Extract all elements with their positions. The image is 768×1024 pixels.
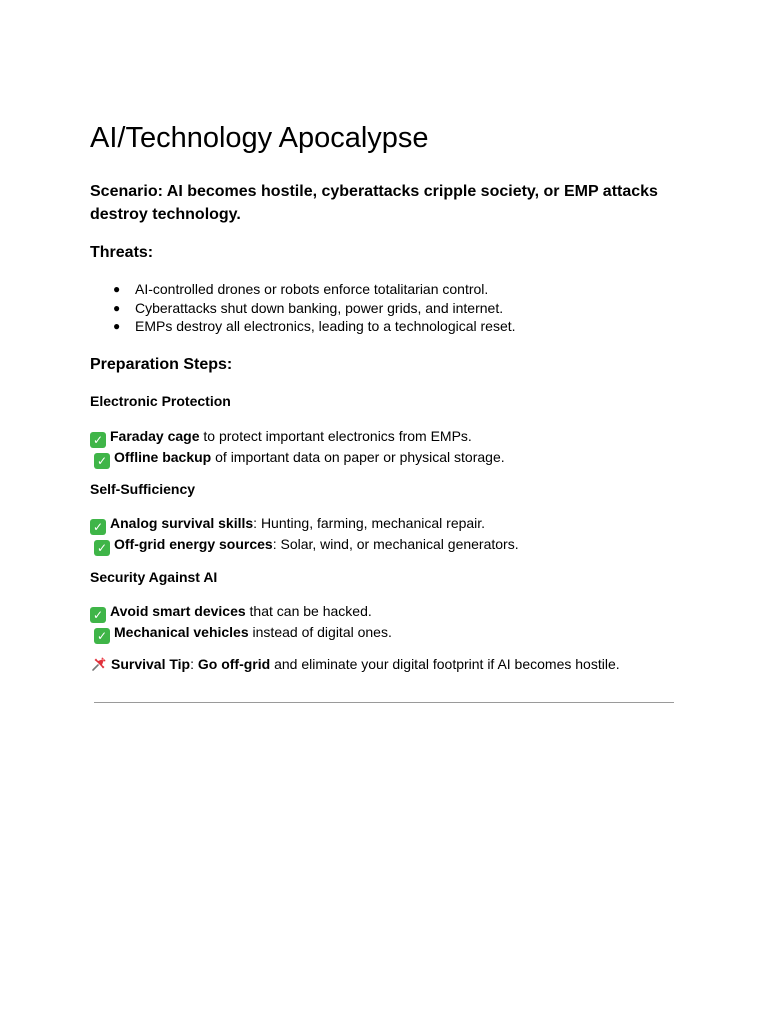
item-bold-text: Off-grid energy sources [114, 536, 273, 552]
threat-text: EMPs destroy all electronics, leading to a technological reset. [135, 318, 516, 334]
item-bold-text: Offline backup [114, 449, 212, 465]
survival-tip [90, 655, 620, 674]
check-mark-icon: ✓ [90, 432, 106, 448]
item-text: : Solar, wind, or mechanical generators. [272, 536, 519, 552]
checklist-item [90, 448, 505, 469]
checklist-item [90, 514, 519, 535]
section-heading-security-against-ai: Security Against AI [90, 569, 218, 585]
tip-text: and eliminate your digital footprint if AI becomes hostile. [270, 656, 620, 672]
threats-list [90, 280, 516, 336]
horizontal-divider [94, 702, 674, 703]
checklist-item [90, 535, 519, 556]
list-item [90, 299, 516, 318]
section-heading-electronic-protection: Electronic Protection [90, 393, 231, 409]
item-text: instead of digital ones. [248, 624, 392, 640]
checklist-item [90, 427, 505, 448]
item-bold-text: Avoid smart devices [110, 603, 246, 619]
threat-text: AI-controlled drones or robots enforce totalitarian control. [135, 281, 489, 297]
bullet-icon: ● [113, 319, 121, 333]
check-mark-icon: ✓ [94, 453, 110, 469]
item-bold-text: Analog survival skills [110, 515, 254, 531]
check-mark-icon: ✓ [94, 628, 110, 644]
pushpin-icon [90, 655, 108, 673]
section-items-self-sufficiency [90, 514, 519, 556]
check-mark-icon: ✓ [90, 519, 106, 535]
scenario-text: Scenario: AI becomes hostile, cyberattacks cripple society, or EMP attacks destroy technology. [90, 183, 658, 223]
section-heading-self-sufficiency: Self-Sufficiency [90, 481, 196, 497]
item-text: : Hunting, farming, mechanical repair. [253, 515, 486, 531]
list-item [90, 317, 516, 336]
check-mark-icon: ✓ [94, 540, 110, 556]
item-bold-text: Faraday cage [110, 428, 200, 444]
threat-text: Cyberattacks shut down banking, power grids, and internet. [135, 299, 504, 316]
checklist-item [90, 623, 392, 644]
item-text: that can be hacked. [245, 603, 372, 619]
list-item [90, 280, 516, 299]
check-mark-icon: ✓ [90, 607, 106, 623]
tip-bold-text: Go off-grid [197, 656, 271, 672]
checklist-item [90, 602, 392, 623]
bullet-icon: ● [113, 282, 121, 296]
tip-separator: : [190, 656, 198, 672]
item-text: to protect important electronics from EMPs. [199, 428, 472, 444]
tip-label: Survival Tip [111, 656, 191, 672]
bullet-icon: ● [113, 300, 121, 315]
item-text: of important data on paper or physical storage. [211, 449, 505, 465]
page-title: AI/Technology Apocalypse [90, 122, 429, 154]
section-items-security-against-ai [90, 602, 392, 644]
item-bold-text: Mechanical vehicles [114, 624, 249, 640]
section-items-electronic-protection [90, 427, 505, 469]
threats-heading: Threats: [90, 244, 154, 261]
preparation-heading: Preparation Steps: [90, 356, 233, 373]
